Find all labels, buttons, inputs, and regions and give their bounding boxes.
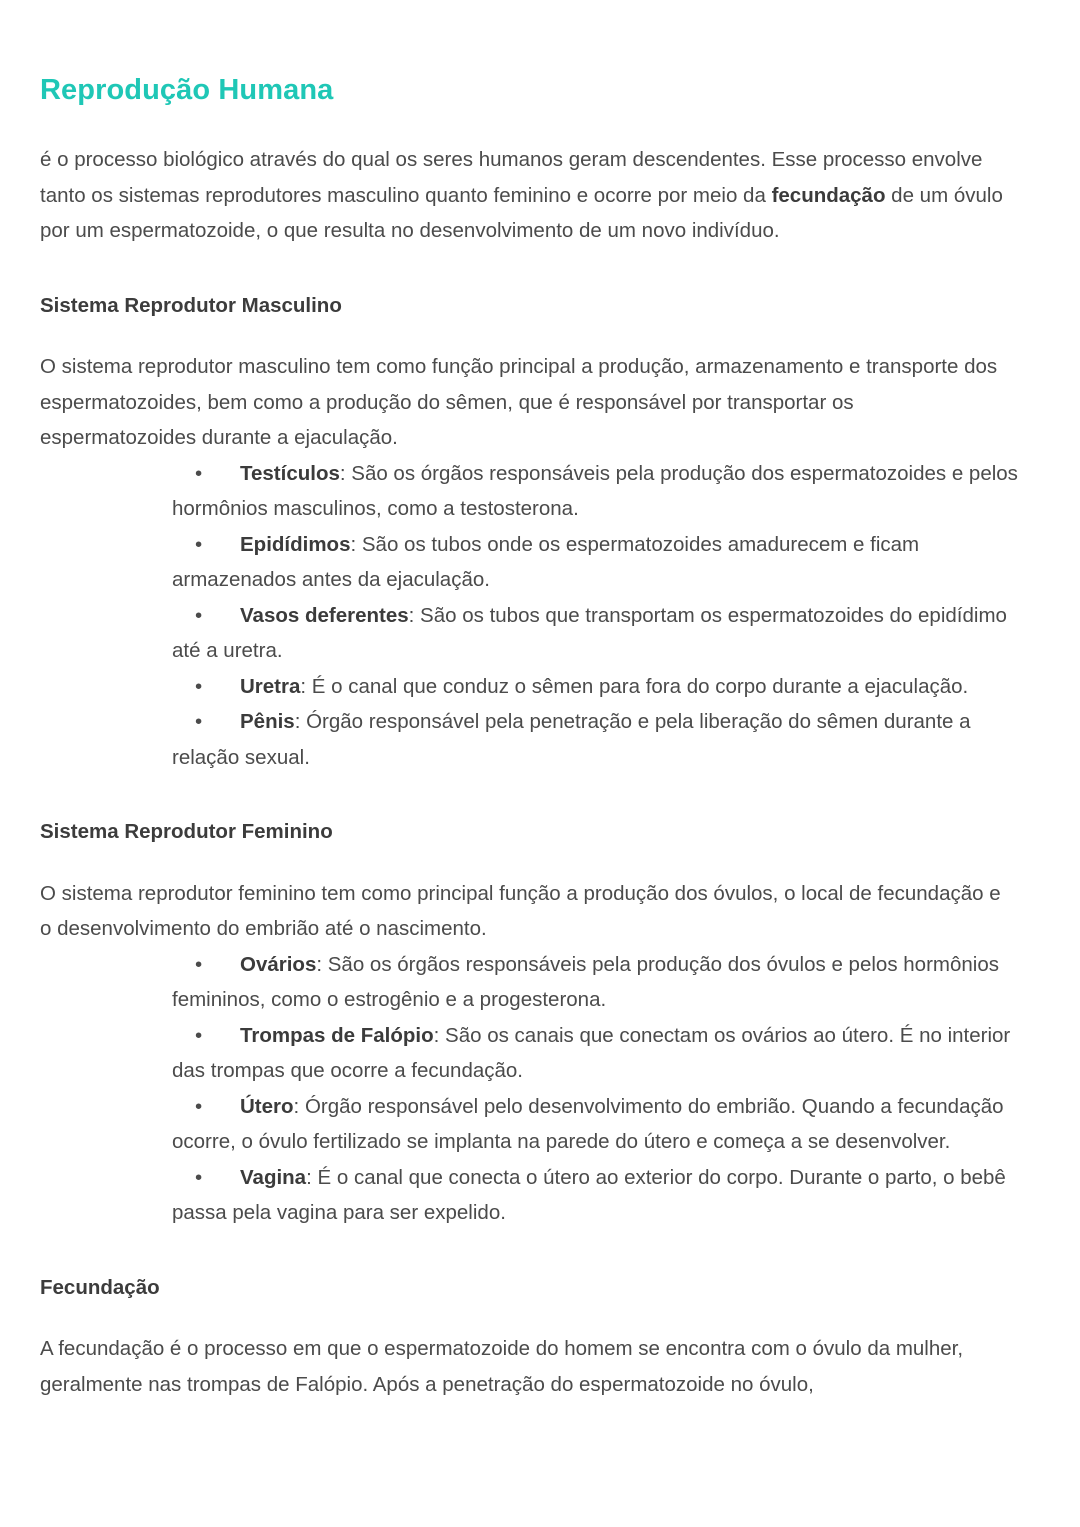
bullet-list-feminino xyxy=(40,947,1040,1231)
bullet-text: : São os tubos onde os espermatozoides amadurecem e ficam armazenados antes da ejaculação. xyxy=(172,532,920,592)
bullet-text: : É o canal que conduz o sêmen para fora do corpo durante a ejaculação. xyxy=(300,674,969,698)
bullet-icon: • xyxy=(195,1094,203,1118)
page-title: Reprodução Humana xyxy=(40,74,334,106)
section-paragraph-feminino: O sistema reprodutor feminino tem como principal função a produção dos óvulos, o local de fecundação e o desenvolvimento do embrião até o nascimento. xyxy=(40,881,1001,941)
bullet-term: Testículos xyxy=(240,461,340,485)
intro-text-part1: é o processo biológico através do qual os seres humanos geram descendentes. Esse processo envolve tanto os sistemas reprodutores masculino quanto feminino e ocorre por meio da xyxy=(40,148,983,207)
list-item xyxy=(40,1160,1040,1231)
bullet-term: Uretra xyxy=(240,674,301,698)
intro-text-part2: de um óvulo por um espermatozoide, o que resulta no desenvolvimento de um novo indivíduo. xyxy=(40,183,1003,243)
list-item xyxy=(40,669,1040,705)
bullet-text: : Órgão responsável pela penetração e pela liberação do sêmen durante a relação sexual. xyxy=(172,710,971,769)
bullet-icon: • xyxy=(195,674,203,698)
bullet-icon: • xyxy=(195,603,203,627)
bullet-icon: • xyxy=(195,952,203,976)
list-item xyxy=(40,1089,1040,1160)
bullet-icon: • xyxy=(195,532,203,556)
bullet-term: Pênis xyxy=(240,710,295,734)
bullet-icon: • xyxy=(195,1023,203,1047)
bullet-term: Epidídimos xyxy=(240,532,351,556)
bullet-icon: • xyxy=(195,461,203,485)
bullet-term: Trompas de Falópio xyxy=(240,1023,434,1047)
list-item xyxy=(40,947,1040,1018)
list-item xyxy=(40,704,1040,775)
section-paragraph-masculino: O sistema reprodutor masculino tem como função principal a produção, armazenamento e transporte dos espermatozoides, bem como a produção do sêmen, que é responsável por transportar os espermatozoides durante a ejaculação. xyxy=(40,355,998,450)
bullet-text: : São os tubos que transportam os espermatozoides do epidídimo até a uretra. xyxy=(172,603,1007,663)
intro-paragraph xyxy=(40,108,1032,249)
document-body xyxy=(40,0,1040,1402)
section-paragraph-fecundacao: A fecundação é o processo em que o espermatozoide do homem se encontra com o óvulo da mulher, geralmente nas trompas de Falópio. Após a penetração do espermatozoide no óvulo, xyxy=(40,1337,964,1396)
section-heading-feminino: Sistema Reprodutor Feminino xyxy=(40,820,333,844)
bullet-term: Ovários xyxy=(240,952,317,976)
bullet-text: : São os órgãos responsáveis pela produção dos espermatozoides e pelos hormônios masculinos, como a testosterona. xyxy=(172,461,1018,521)
bullet-term: Útero xyxy=(240,1094,294,1118)
bullet-text: : Órgão responsável pelo desenvolvimento do embrião. Quando a fecundação ocorre, o óvulo fertilizado se implanta na parede do útero e começa a se desenvolver. xyxy=(172,1094,1004,1154)
bullet-icon: • xyxy=(195,1165,203,1189)
bullet-text: : São os órgãos responsáveis pela produção dos óvulos e pelos hormônios femininos, como o estrogênio e a progesterona. xyxy=(172,952,999,1012)
list-item xyxy=(40,456,1040,527)
section-heading-masculino: Sistema Reprodutor Masculino xyxy=(40,293,342,317)
bullet-term: Vagina xyxy=(240,1165,307,1189)
intro-bold-term: fecundação xyxy=(771,183,886,207)
bullet-term: Vasos deferentes xyxy=(240,603,409,627)
list-item xyxy=(40,598,1040,669)
bullet-icon: • xyxy=(195,710,203,734)
list-item xyxy=(40,527,1040,598)
bullet-text: : São os canais que conectam os ovários ao útero. É no interior das trompas que ocorre a fecundação. xyxy=(172,1023,1011,1083)
section-heading-fecundacao: Fecundação xyxy=(40,1275,160,1299)
bullet-list-masculino xyxy=(40,456,1040,776)
list-item xyxy=(40,1018,1040,1089)
bullet-text: : É o canal que conecta o útero ao exterior do corpo. Durante o parto, o bebê passa pela vagina para ser expelido. xyxy=(172,1165,1006,1225)
